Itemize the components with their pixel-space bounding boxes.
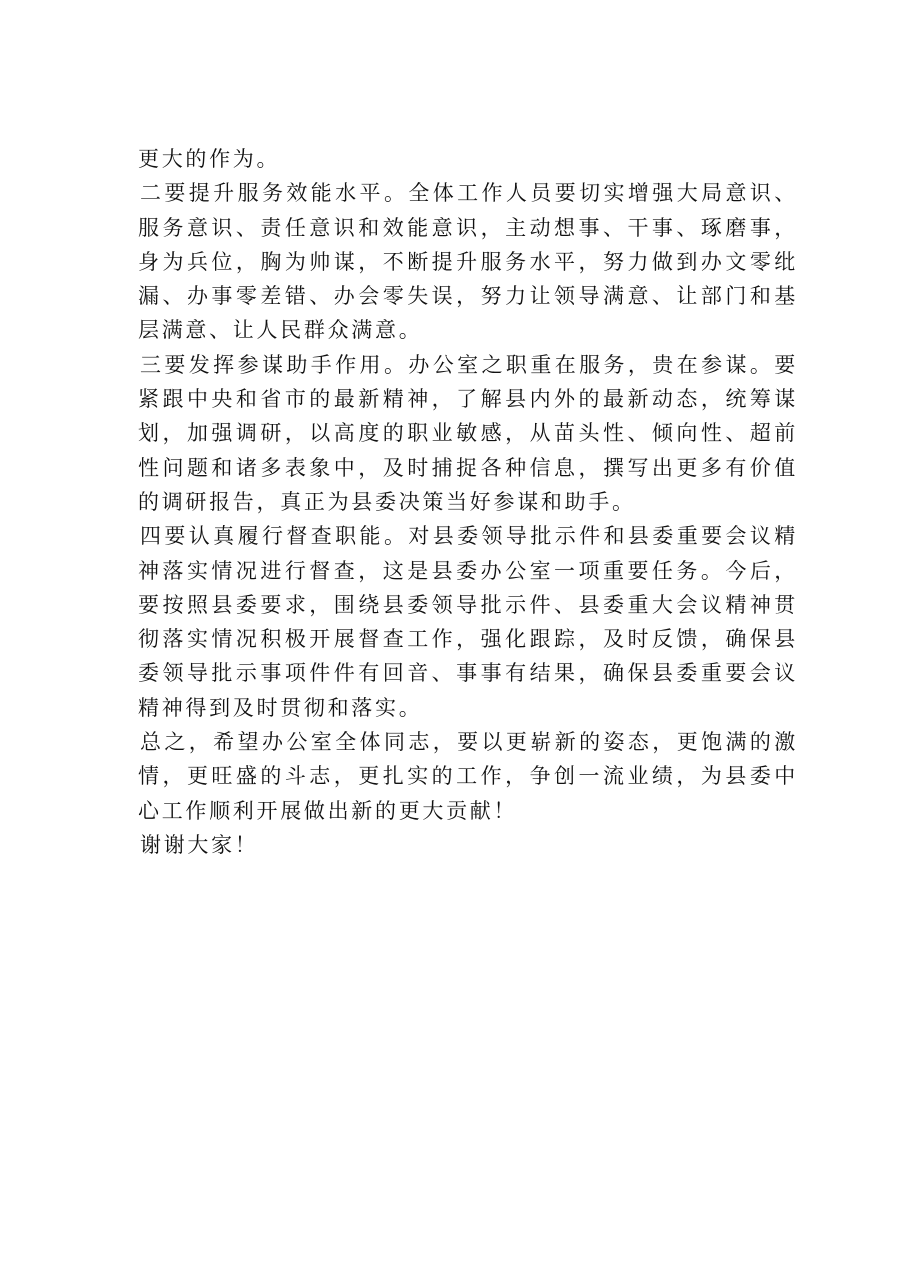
paragraph-service-efficiency: 二要提升服务效能水平。全体工作人员要切实增强大局意识、服务意识、责任意识和效能意识，主动想事、干事、琢磨事，身为兵位，胸为帅谋，不断提升服务水平，努力做到办文零纰漏、办事零差错、办会零失误，努力让领导满意、让部门和基层满意、让人民群众满意。 (138, 181, 798, 343)
paragraph-advisory-role: 三要发挥参谋助手作用。办公室之职重在服务，贵在参谋。要紧跟中央和省市的最新精神，了解县内外的最新动态，统筹谋划，加强调研，以高度的职业敏感，从苗头性、倾向性、超前性问题和诸多表象中，及时捕捉各种信息，撰写出更多有价值的调研报告，真正为县委决策当好参谋和助手。 (138, 352, 798, 514)
paragraph-supervision-duty: 四要认真履行督查职能。对县委领导批示件和县委重要会议精神落实情况进行督查，这是县委办公室一项重要任务。今后，要按照县委要求，围绕县委领导批示件、县委重大会议精神贯彻落实情况积极开展督查工作，强化跟踪，及时反馈，确保县委领导批示事项件件有回音、事事有结果，确保县委重要会议精神得到及时贯彻和落实。 (138, 524, 798, 720)
paragraph-thanks: 谢谢大家！ (140, 832, 259, 857)
document-body (138, 142, 798, 862)
paragraph-continuation: 更大的作为。 (138, 147, 281, 171)
paragraph-conclusion: 总之，希望办公室全体同志，要以更崭新的姿态，更饱满的激情，更旺盛的斗志，更扎实的工作，争创一流业绩，为县委中心工作顺利开展做出新的更大贡献！ (138, 730, 798, 823)
